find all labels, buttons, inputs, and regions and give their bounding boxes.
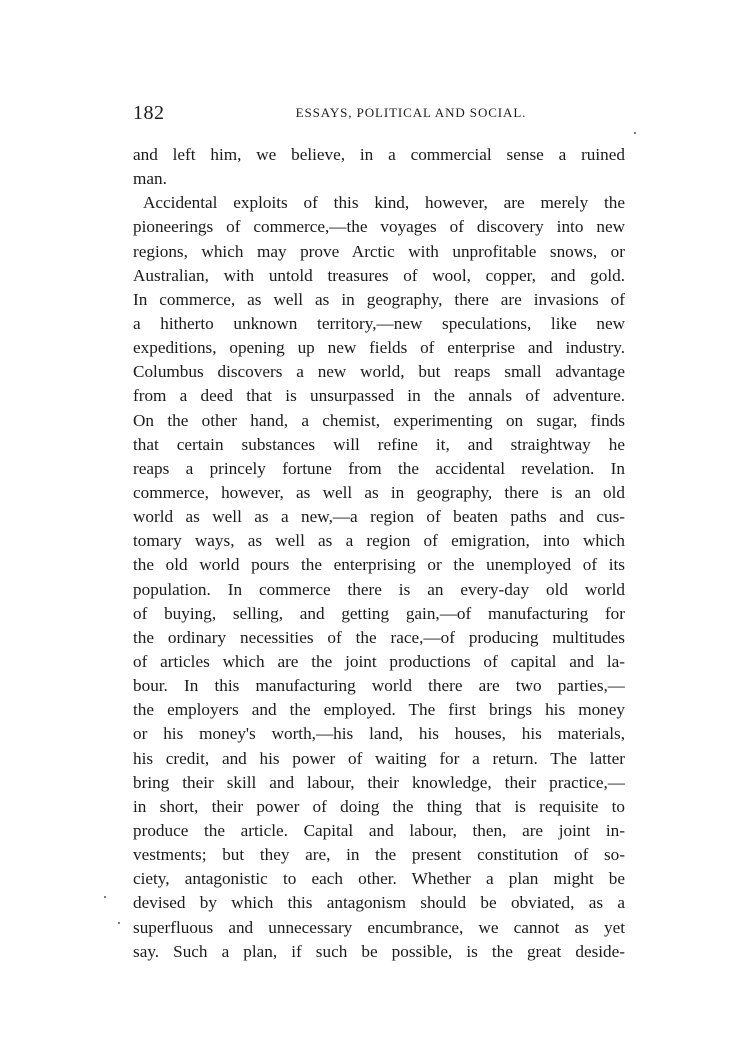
text-line: On the other hand, a chemist, experimenting on sugar, finds	[133, 410, 625, 430]
text-line: bour. In this manufacturing world there are two parties,—	[133, 676, 625, 696]
text-line: from a deed that is unsurpassed in the annals of adventure.	[133, 386, 625, 406]
page-number: 182	[133, 102, 165, 124]
running-title: ESSAYS, POLITICAL AND SOCIAL.	[295, 105, 527, 120]
paper-speck	[634, 132, 636, 134]
text-line: of buying, selling, and getting gain,—of manufacturing for	[133, 603, 625, 623]
text-line: regions, which may prove Arctic with unprofitable snows, or	[133, 241, 625, 261]
text-line: devised by which this antagonism should be obviated, as a	[133, 893, 625, 913]
text-line: commerce, however, as well as in geography, there is an old	[133, 482, 625, 502]
text-line: that certain substances will refine it, and straightway he	[133, 434, 625, 454]
text-line: vestments; but they are, in the present constitution of so-	[133, 845, 625, 865]
text-line: In commerce, as well as in geography, there are invasions of	[133, 289, 625, 309]
text-line: a hitherto unknown territory,—new speculations, like new	[133, 313, 625, 333]
text-line: bring their skill and labour, their knowledge, their practice,—	[133, 772, 625, 792]
text-line: the employers and the employed. The first brings his money	[133, 700, 625, 720]
text-line: produce the article. Capital and labour, then, are joint in-	[133, 820, 625, 840]
paper-speck	[118, 922, 120, 924]
text-line: reaps a princely fortune from the accidental revelation. In	[133, 458, 625, 478]
text-line: say. Such a plan, if such be possible, is the great deside-	[133, 941, 625, 961]
text-line: Australian, with untold treasures of wool, copper, and gold.	[133, 265, 625, 285]
text-line: man.	[133, 169, 167, 189]
text-line: world as well as a new,—a region of beaten paths and cus-	[133, 507, 625, 527]
text-line: of articles which are the joint productions of capital and la-	[133, 651, 625, 671]
text-line: Columbus discovers a new world, but reaps small advantage	[133, 362, 625, 382]
text-line: pioneerings of commerce,—the voyages of discovery into new	[133, 217, 625, 237]
body-text	[133, 143, 625, 964]
text-line: population. In commerce there is an every-day old world	[133, 579, 625, 599]
text-line: ciety, antagonistic to each other. Whether a plan might be	[133, 869, 625, 889]
text-line: the ordinary necessities of the race,—of producing multitudes	[133, 627, 625, 647]
text-line: his credit, and his power of waiting for a return. The latter	[133, 748, 625, 768]
text-line: or his money's worth,—his land, his houses, his materials,	[133, 724, 625, 744]
running-head	[133, 100, 625, 126]
text-line: Accidental exploits of this kind, however, are merely the	[143, 193, 625, 213]
text-line: tomary ways, as well as a region of emigration, into which	[133, 531, 625, 551]
text-line: expeditions, opening up new fields of enterprise and industry.	[133, 338, 625, 358]
text-line: in short, their power of doing the thing that is requisite to	[133, 796, 625, 816]
text-line: and left him, we believe, in a commercial sense a ruined	[133, 145, 625, 164]
text-line: the old world pours the enterprising or the unemployed of its	[133, 555, 625, 575]
text-line: superfluous and unnecessary encumbrance, we cannot as yet	[133, 917, 625, 937]
paper-speck	[104, 896, 106, 898]
